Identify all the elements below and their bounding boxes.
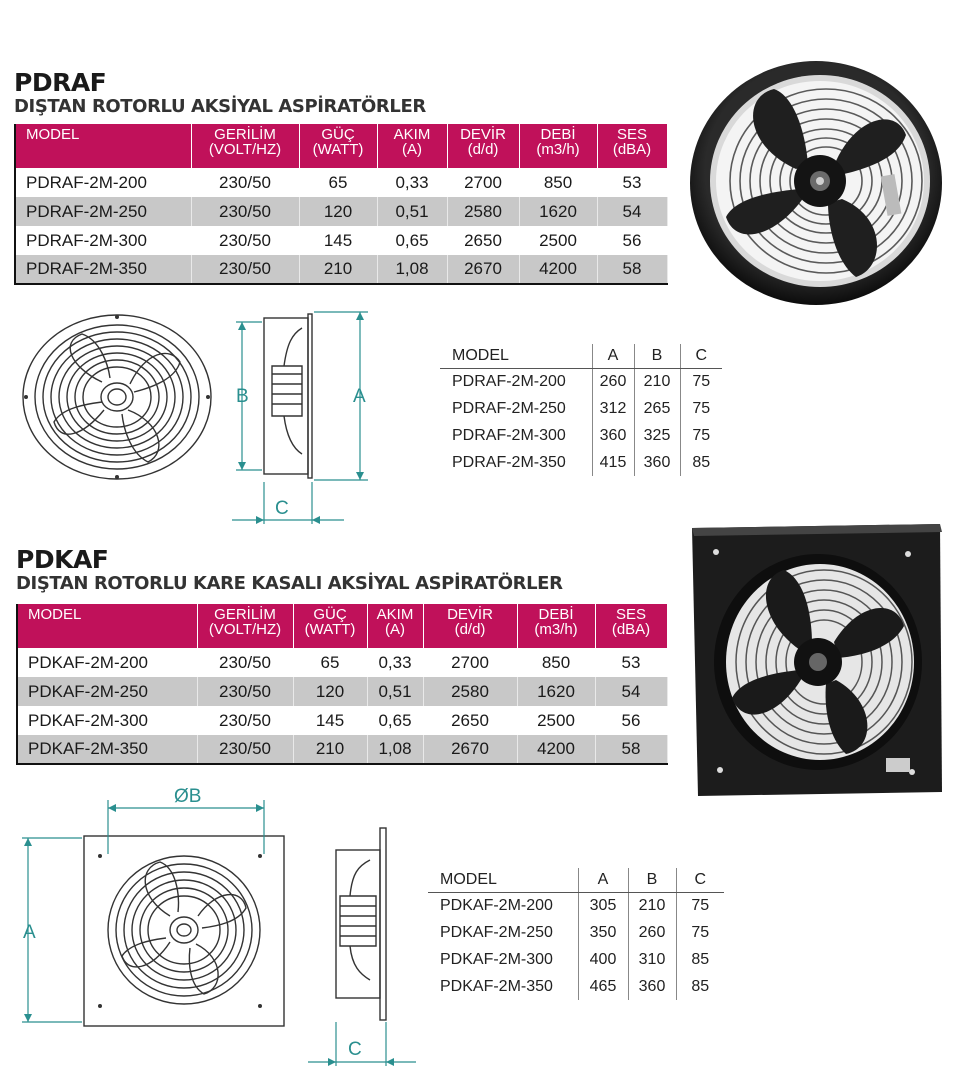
cell: 230/50 <box>191 255 299 284</box>
cell: 265 <box>634 395 680 422</box>
cell: 56 <box>597 226 667 255</box>
cell: PDRAF-2M-300 <box>15 226 191 255</box>
cell: 75 <box>680 422 722 449</box>
cell: 415 <box>592 449 634 476</box>
pdraf-side-drawing <box>232 304 374 528</box>
pdraf-product-photo <box>686 57 944 309</box>
cell: 2650 <box>423 706 517 735</box>
table-row <box>17 677 667 706</box>
spec-header-model: MODEL <box>15 124 191 168</box>
cell: 465 <box>578 973 628 1000</box>
cell: PDRAF-2M-200 <box>15 168 191 197</box>
spec-header-current: AKIM (A) <box>367 604 423 648</box>
cell: 850 <box>519 168 597 197</box>
cell: 75 <box>680 368 722 395</box>
cell: 145 <box>299 226 377 255</box>
pdkaf-dim-a-label: A <box>23 922 36 943</box>
cell: 2500 <box>519 226 597 255</box>
pdraf-dim-b-label: B <box>236 386 249 407</box>
spec-header-voltage: GERİLİM (VOLT/HZ) <box>191 124 299 168</box>
cell: 230/50 <box>191 226 299 255</box>
pdraf-title: PDRAF <box>14 68 107 97</box>
cell: 54 <box>597 197 667 226</box>
table-row <box>440 449 722 476</box>
cell: 0,51 <box>367 677 423 706</box>
cell: 312 <box>592 395 634 422</box>
cell: PDKAF-2M-300 <box>17 706 197 735</box>
cell: 85 <box>676 946 724 973</box>
cell: 0,33 <box>367 648 423 677</box>
cell: 260 <box>592 368 634 395</box>
spec-header-current: AKIM (A) <box>377 124 447 168</box>
table-row <box>428 919 724 946</box>
cell: 2580 <box>423 677 517 706</box>
cell: 56 <box>595 706 667 735</box>
dim-header-b: B <box>634 344 680 368</box>
cell: 260 <box>628 919 676 946</box>
cell: 210 <box>299 255 377 284</box>
cell: 2670 <box>423 735 517 764</box>
cell: PDRAF-2M-250 <box>15 197 191 226</box>
dim-header-row <box>428 868 724 892</box>
spec-header-flow: DEBİ (m3/h) <box>517 604 595 648</box>
table-row <box>440 368 722 395</box>
cell: 85 <box>676 973 724 1000</box>
cell: 65 <box>299 168 377 197</box>
spec-header-voltage: GERİLİM (VOLT/HZ) <box>197 604 293 648</box>
cell: 120 <box>299 197 377 226</box>
cell: 2700 <box>447 168 519 197</box>
dim-header-a: A <box>592 344 634 368</box>
pdkaf-dim-b-label: ØB <box>174 786 202 807</box>
cell: 2650 <box>447 226 519 255</box>
pdkaf-title: PDKAF <box>16 545 109 574</box>
cell: 145 <box>293 706 367 735</box>
table-row <box>15 226 667 255</box>
cell: 230/50 <box>197 735 293 764</box>
cell: 53 <box>597 168 667 197</box>
cell: 4200 <box>517 735 595 764</box>
pdkaf-product-photo <box>690 522 944 798</box>
spec-header-noise: SES (dBA) <box>597 124 667 168</box>
cell: PDKAF-2M-250 <box>440 923 553 941</box>
pdkaf-dim-c-label: C <box>348 1039 362 1060</box>
cell: 4200 <box>519 255 597 284</box>
cell: 58 <box>597 255 667 284</box>
table-row <box>440 422 722 449</box>
spec-header-model: MODEL <box>17 604 197 648</box>
cell: 75 <box>676 919 724 946</box>
cell: 2580 <box>447 197 519 226</box>
cell: 53 <box>595 648 667 677</box>
pdkaf-spec-table <box>16 604 668 765</box>
cell: 85 <box>680 449 722 476</box>
dim-header-model: MODEL <box>440 344 592 368</box>
table-row <box>15 197 667 226</box>
cell: PDRAF-2M-200 <box>452 372 566 390</box>
cell: 1620 <box>517 677 595 706</box>
cell: 230/50 <box>197 677 293 706</box>
cell: 65 <box>293 648 367 677</box>
table-row <box>17 706 667 735</box>
cell: PDRAF-2M-350 <box>452 453 566 471</box>
cell: 230/50 <box>197 648 293 677</box>
table-row <box>17 735 667 764</box>
cell: 230/50 <box>191 168 299 197</box>
cell: PDKAF-2M-200 <box>17 648 197 677</box>
spec-header-rpm: DEVİR (d/d) <box>423 604 517 648</box>
spec-header-power: GÜÇ (WATT) <box>293 604 367 648</box>
pdraf-spec-table <box>14 124 668 285</box>
cell: 0,33 <box>377 168 447 197</box>
dim-header-c: C <box>676 868 724 892</box>
dim-header-row <box>440 344 722 368</box>
spec-header-row <box>17 604 667 648</box>
pdraf-subtitle: DIŞTAN ROTORLU AKSİYAL ASPİRATÖRLER <box>14 96 426 117</box>
pdraf-dim-a-label: A <box>353 386 366 407</box>
pdraf-dimension-table <box>440 344 722 476</box>
cell: 75 <box>676 892 724 919</box>
cell: 120 <box>293 677 367 706</box>
table-row <box>428 946 724 973</box>
cell: 305 <box>578 892 628 919</box>
pdraf-dim-c-label: C <box>275 498 289 519</box>
cell: PDKAF-2M-250 <box>17 677 197 706</box>
cell: 1,08 <box>377 255 447 284</box>
table-row <box>440 395 722 422</box>
dim-header-a: A <box>578 868 628 892</box>
cell: 230/50 <box>197 706 293 735</box>
pdkaf-side-drawing <box>304 824 420 1070</box>
cell: 58 <box>595 735 667 764</box>
cell: PDRAF-2M-350 <box>15 255 191 284</box>
dim-header-c: C <box>680 344 722 368</box>
table-row <box>17 648 667 677</box>
cell: PDRAF-2M-250 <box>452 399 566 417</box>
cell: 325 <box>634 422 680 449</box>
spec-header-rpm: DEVİR (d/d) <box>447 124 519 168</box>
cell: 0,51 <box>377 197 447 226</box>
cell: 54 <box>595 677 667 706</box>
table-row <box>428 892 724 919</box>
pdkaf-subtitle: DIŞTAN ROTORLU KARE KASALI AKSİYAL ASPİRATÖRLER <box>16 573 563 594</box>
cell: 850 <box>517 648 595 677</box>
cell: 2500 <box>517 706 595 735</box>
cell: 210 <box>293 735 367 764</box>
cell: 210 <box>634 368 680 395</box>
cell: PDKAF-2M-350 <box>440 977 553 995</box>
dim-header-model: MODEL <box>428 868 578 892</box>
cell: 360 <box>634 449 680 476</box>
cell: 400 <box>578 946 628 973</box>
dim-header-b: B <box>628 868 676 892</box>
table-row <box>15 168 667 197</box>
spec-header-row <box>15 124 667 168</box>
cell: PDRAF-2M-300 <box>452 426 566 444</box>
cell: 1,08 <box>367 735 423 764</box>
spec-header-power: GÜÇ (WATT) <box>299 124 377 168</box>
cell: 360 <box>592 422 634 449</box>
cell: 1620 <box>519 197 597 226</box>
cell: 210 <box>628 892 676 919</box>
pdraf-front-drawing <box>20 312 214 482</box>
cell: 0,65 <box>377 226 447 255</box>
cell: 360 <box>628 973 676 1000</box>
cell: 0,65 <box>367 706 423 735</box>
pdkaf-front-drawing <box>20 780 292 1032</box>
cell: 310 <box>628 946 676 973</box>
pdkaf-dimension-table <box>428 868 724 1000</box>
cell: 2700 <box>423 648 517 677</box>
cell: PDKAF-2M-350 <box>17 735 197 764</box>
cell: 2670 <box>447 255 519 284</box>
table-row <box>428 973 724 1000</box>
table-row <box>15 255 667 284</box>
cell: 230/50 <box>191 197 299 226</box>
cell: 75 <box>680 395 722 422</box>
spec-header-flow: DEBİ (m3/h) <box>519 124 597 168</box>
cell: PDKAF-2M-200 <box>440 896 553 914</box>
spec-header-noise: SES (dBA) <box>595 604 667 648</box>
cell: 350 <box>578 919 628 946</box>
cell: PDKAF-2M-300 <box>440 950 553 968</box>
